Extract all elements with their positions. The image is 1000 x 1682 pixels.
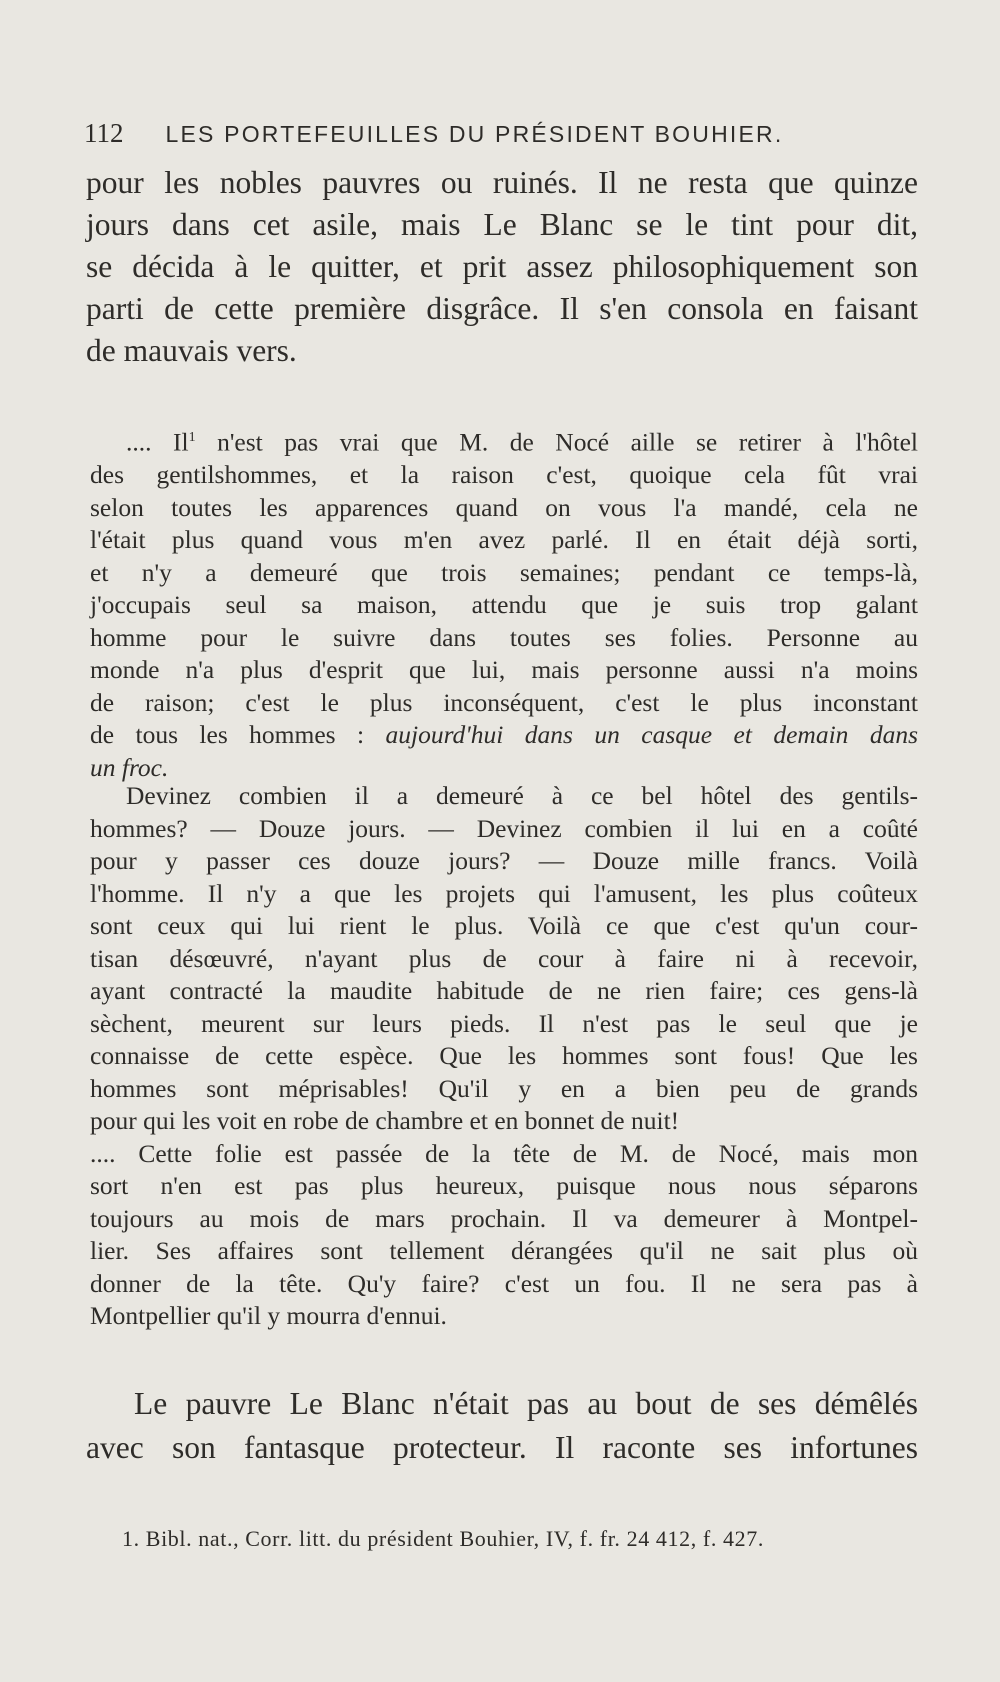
text-line: Montpellier qu'il y mourra d'ennui. <box>90 1301 447 1330</box>
text-line: homme pour le suivre dans toutes ses folies. Personne au <box>90 622 918 652</box>
text-plain: de tous les hommes : <box>90 720 386 749</box>
text-line: j'occupais seul sa maison, attendu que je suis trop galant <box>90 590 918 619</box>
text-line: de mauvais vers. <box>86 333 297 368</box>
quotation-1 <box>90 422 918 784</box>
text-line: connaisse de cette espèce. Que les hommes sont fous! Que les <box>90 1041 918 1070</box>
text-line: jours dans cet asile, mais Le Blanc se le tint pour dit, <box>86 207 918 242</box>
quotation-2 <box>90 780 918 1333</box>
quote-lead: .... Il <box>126 427 189 457</box>
text-line <box>90 422 918 459</box>
text-line: hommes sont méprisables! Qu'il y en a bien peu de grands <box>90 1073 918 1103</box>
text-line: un froc. <box>90 752 169 782</box>
running-header <box>84 118 904 149</box>
text-line: monde n'a plus d'esprit que lui, mais personne aussi n'a moins <box>90 655 918 684</box>
text-line: lier. Ses affaires sont tellement dérangées qu'il ne sait plus où <box>90 1236 918 1265</box>
text-line: hommes? — Douze jours. — Devinez combien il lui en a coûté <box>90 813 918 843</box>
footnote: 1. Bibl. nat., Corr. litt. du président Bouhier, IV, f. fr. 24 412, f. 427. <box>122 1526 764 1551</box>
text-line: l'homme. Il n'y a que les projets qui l'amusent, les plus coûteux <box>90 878 918 908</box>
text-line: pour y passer ces douze jours? — Douze mille francs. Voilà <box>90 846 918 875</box>
page-number: 112 <box>84 118 124 148</box>
paragraph-1 <box>86 162 918 372</box>
text-line: donner de la tête. Qu'y faire? c'est un fou. Il ne sera pas à <box>90 1268 918 1298</box>
text-line: selon toutes les apparences quand on vous l'a mandé, cela ne <box>90 492 918 522</box>
text-line: avec son fantasque protecteur. Il raconte ses infortunes <box>86 1430 918 1465</box>
text-line: toujours au mois de mars prochain. Il va demeurer à Montpel- <box>90 1203 918 1233</box>
text-line: Devinez combien il a demeuré à ce bel hôtel des gentils- <box>126 781 918 810</box>
text-line: sèchent, meurent sur leurs pieds. Il n'est pas le seul que je <box>90 1008 918 1038</box>
paragraph-2 <box>86 1382 918 1470</box>
text-italic: aujourd'hui dans un casque et demain dans <box>385 720 918 749</box>
text-line: pour qui les voit en robe de chambre et en bonnet de nuit! <box>90 1106 680 1135</box>
text-line: parti de cette première disgrâce. Il s'en consola en faisant <box>86 291 918 326</box>
text-line: des gentilshommes, et la raison c'est, quoique cela fût vrai <box>90 460 918 489</box>
footnote-reference: 1 <box>188 430 196 445</box>
text-line: de raison; c'est le plus inconséquent, c'est le plus inconstant <box>90 687 918 717</box>
text-line: et n'y a demeuré que trois semaines; pendant ce temps-là, <box>90 557 918 587</box>
text-line: pour les nobles pauvres ou ruinés. Il ne resta que quinze <box>86 165 918 200</box>
text-line: ayant contracté la maudite habitude de ne rien faire; ces gens-là <box>90 976 918 1005</box>
text-line: sont ceux qui lui rient le plus. Voilà ce que c'est qu'un cour- <box>90 911 918 940</box>
text-line: .... Cette folie est passée de la tête de M. de Nocé, mais mon <box>90 1138 918 1168</box>
text-line: l'était plus quand vous m'en avez parlé. Il en était déjà sorti, <box>90 525 918 554</box>
quote-line-rest: n'est pas vrai que M. de Nocé aille se retirer à l'hôtel <box>195 427 918 457</box>
text-line: Le pauvre Le Blanc n'était pas au bout de ses démêlés <box>134 1386 918 1421</box>
running-title: LES PORTEFEUILLES DU PRÉSIDENT BOUHIER. <box>165 121 784 147</box>
text-line: sort n'en est pas plus heureux, puisque nous nous séparons <box>90 1171 918 1200</box>
text-line <box>90 719 918 752</box>
text-line: tisan désœuvré, n'ayant plus de cour à faire ni à recevoir, <box>90 943 918 973</box>
text-line: se décida à le quitter, et prit assez philosophiquement son <box>86 249 918 284</box>
